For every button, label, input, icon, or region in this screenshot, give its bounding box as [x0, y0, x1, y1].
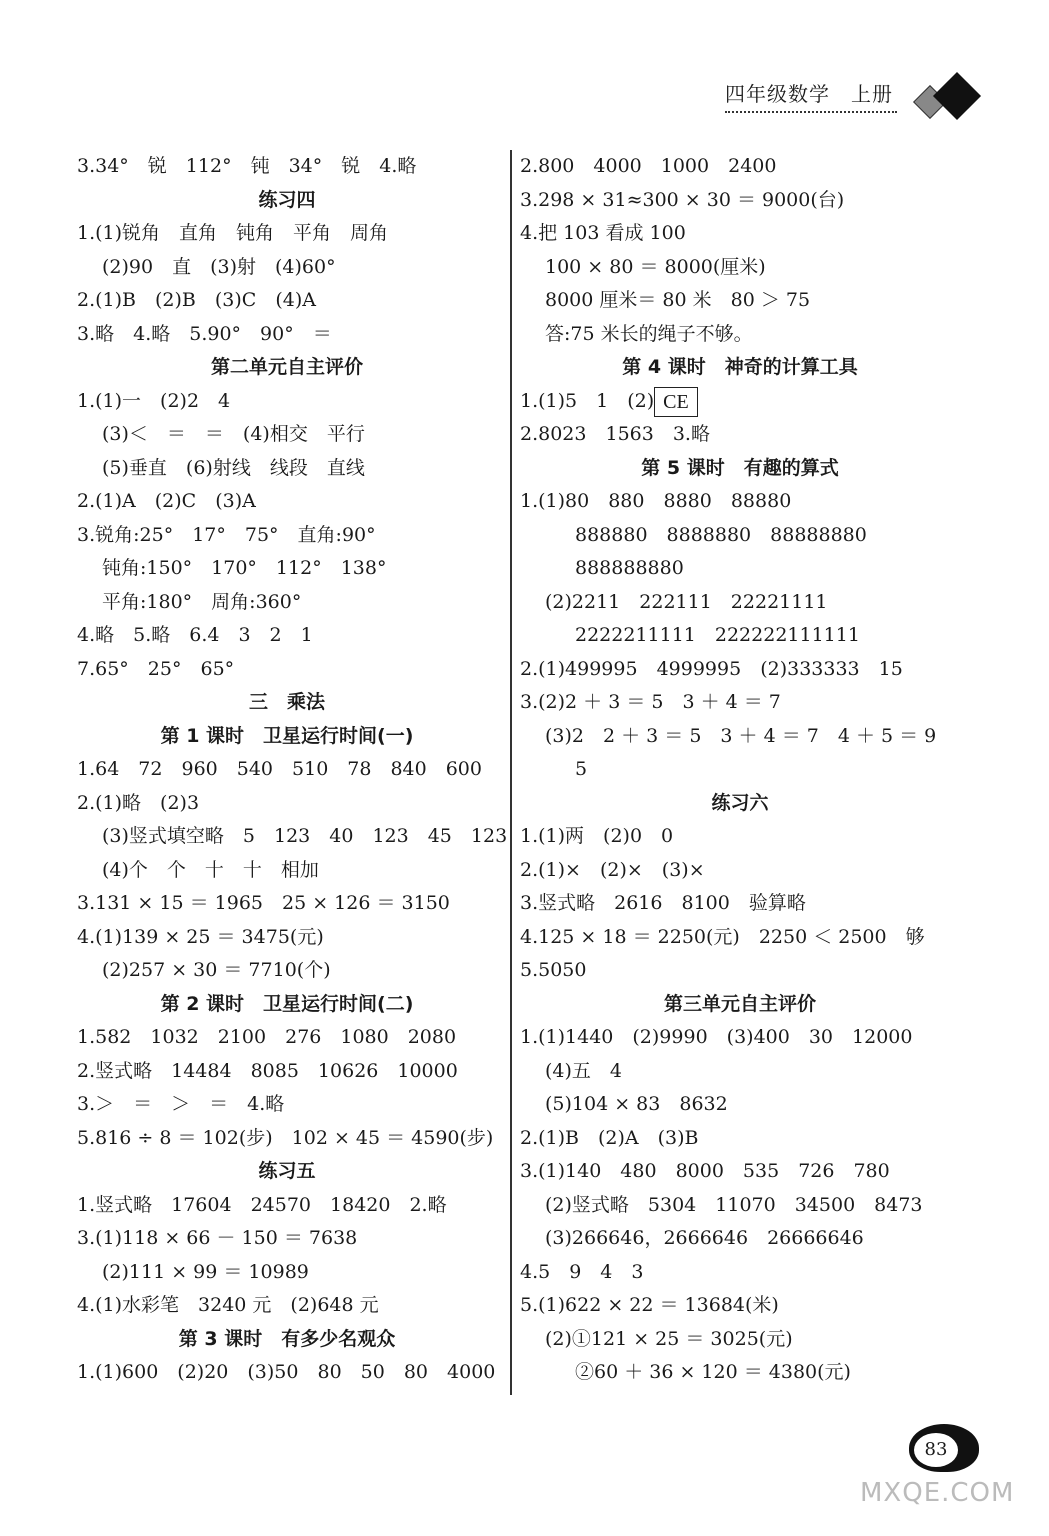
answer-text: 平角:180° 周角:360°	[102, 590, 302, 613]
answer-text: 4.把 103 看成 100	[520, 222, 686, 244]
answer-text: 2.(1)A (2)C (3)A	[77, 490, 256, 512]
answer-text: 第 3 课时 有多少名观众	[178, 1327, 396, 1350]
answer-line	[520, 1088, 960, 1122]
answer-line	[77, 1021, 497, 1055]
answer-text: 100 × 80 ＝ 8000(厘米)	[545, 255, 766, 278]
answer-text: (2)竖式略 5304 11070 34500 8473	[545, 1193, 923, 1216]
answer-line	[520, 385, 960, 419]
answer-line	[77, 1055, 497, 1089]
answer-line	[520, 753, 960, 787]
answer-text: 4.5 9 4 3	[520, 1260, 644, 1283]
answer-text: 3.＞ ＝ ＞ ＝ 4.略	[77, 1093, 285, 1115]
answer-text: 4.(1)139 × 25 ＝ 3475(元)	[77, 925, 324, 948]
answer-text: 第 4 课时 神奇的计算工具	[622, 356, 858, 378]
answer-line	[520, 552, 960, 586]
answer-line	[77, 519, 497, 553]
answer-text: 练习六	[711, 791, 769, 814]
section-heading	[77, 988, 497, 1022]
answer-text: 第 1 课时 卫星运行时间(一)	[160, 724, 414, 747]
answer-line	[77, 787, 497, 821]
answer-line	[520, 1323, 960, 1357]
answer-text: 5.816 ÷ 8 ＝ 102(步) 102 × 45 ＝ 4590(步)	[77, 1126, 494, 1149]
answer-line	[77, 217, 497, 251]
answer-line	[520, 820, 960, 854]
answer-line	[520, 1021, 960, 1055]
answer-line	[520, 1155, 960, 1189]
answer-text: 1.(1)两 (2)0 0	[520, 825, 674, 847]
answer-text: 3.298 × 31≈300 × 30 ＝ 9000(台)	[520, 188, 845, 211]
answer-text: (4)五 4	[545, 1059, 623, 1082]
answer-line	[520, 720, 960, 754]
answer-line	[77, 251, 497, 285]
answer-text: 3.竖式略 2616 8100 验算略	[520, 892, 806, 914]
answer-text: 5.(1)622 × 22 ＝ 13684(米)	[520, 1294, 779, 1316]
answer-line	[520, 686, 960, 720]
answer-line	[77, 284, 497, 318]
answer-text: 1.(1)1440 (2)9990 (3)400 30 12000	[520, 1026, 913, 1048]
section-heading	[77, 1155, 497, 1189]
answer-line	[77, 385, 497, 419]
answer-text: 3.(1)118 × 66 － 150 ＝ 7638	[77, 1227, 358, 1249]
answer-text: 1.(1)80 880 8880 88880	[520, 490, 792, 512]
answer-line	[520, 887, 960, 921]
answer-line	[77, 452, 497, 486]
answer-text: 1.竖式略 17604 24570 18420 2.略	[77, 1193, 447, 1216]
answer-text: 7.65° 25° 65°	[77, 657, 235, 680]
answer-text: 4.125 × 18 ＝ 2250(元) 2250 ＜ 2500 够	[520, 925, 925, 948]
answer-text: 1.(1)600 (2)20 (3)50 80 50 80 4000	[77, 1361, 496, 1383]
answer-text: 2.(1)× (2)× (3)×	[520, 858, 705, 881]
answer-text: 练习四	[258, 188, 316, 211]
answer-text: 5	[575, 758, 588, 780]
section-heading	[520, 351, 960, 385]
answer-text: 第 5 课时 有趣的算式	[641, 456, 839, 479]
answer-text: 2222211111 222222111111	[575, 624, 860, 646]
answer-text: 3.略 4.略 5.90° 90° ＝	[77, 322, 332, 345]
answer-text: 2.竖式略 14484 8085 10626 10000	[77, 1059, 458, 1082]
answer-text: 4.略 5.略 6.4 3 2 1	[77, 624, 313, 646]
answer-line	[77, 1289, 497, 1323]
answer-text: (4)个 个 十 十 相加	[102, 858, 319, 881]
answer-text: 3.34° 锐 112° 钝 34° 锐 4.略	[77, 155, 417, 177]
answer-line	[520, 318, 960, 352]
answer-line	[77, 318, 497, 352]
answer-line	[77, 921, 497, 955]
answer-line	[77, 954, 497, 988]
answer-text: 2.(1)B (2)A (3)B	[520, 1126, 699, 1149]
answer-line	[77, 1122, 497, 1156]
answer-line	[520, 1289, 960, 1323]
column-divider	[510, 150, 512, 1395]
answer-text: 答:75 米长的绳子不够。	[545, 322, 753, 345]
answer-line	[77, 1356, 497, 1390]
answer-line	[77, 619, 497, 653]
answer-text: 888880 8888880 88888880	[575, 523, 867, 546]
answer-text: 3.131 × 15 ＝ 1965 25 × 126 ＝ 3150	[77, 892, 450, 914]
answer-line	[77, 150, 497, 184]
answer-line	[520, 251, 960, 285]
answer-text: (2)257 × 30 ＝ 7710(个)	[102, 959, 331, 981]
answer-line	[77, 854, 497, 888]
answer-line	[520, 519, 960, 553]
answer-line	[520, 854, 960, 888]
section-heading	[77, 351, 497, 385]
answer-line	[520, 921, 960, 955]
answer-text: 1.(1)5 1 (2)	[520, 389, 655, 412]
section-heading	[520, 787, 960, 821]
answer-line	[520, 1122, 960, 1156]
section-heading	[77, 184, 497, 218]
answer-line	[520, 1222, 960, 1256]
answer-line	[520, 586, 960, 620]
answer-line	[520, 1356, 960, 1390]
header-underline	[725, 111, 897, 113]
answer-text: 1.582 1032 2100 276 1080 2080	[77, 1026, 457, 1048]
answer-line	[520, 954, 960, 988]
answer-text: 钝角:150° 170° 112° 138°	[102, 557, 387, 579]
answer-line	[77, 1088, 497, 1122]
answer-text: 3.(2)2 ＋ 3 ＝ 5 3 ＋ 4 ＝ 7	[520, 691, 781, 713]
answer-text: ②60 ＋ 36 × 120 ＝ 4380(元)	[575, 1361, 851, 1383]
right-column	[520, 150, 960, 1390]
answer-line	[77, 820, 508, 854]
answer-text: (2)①121 × 25 ＝ 3025(元)	[545, 1327, 793, 1350]
answer-text: 第二单元自主评价	[210, 356, 363, 378]
answer-text: (5)垂直 (6)射线 线段 直线	[102, 456, 365, 479]
header-title: 四年级数学 上册	[725, 82, 893, 106]
answer-text: (3)竖式填空略 5 123 40 123 45 123	[102, 825, 508, 847]
answer-line	[520, 150, 960, 184]
answer-text: 2.(1)499995 4999995 (2)333333 15	[520, 657, 903, 680]
answer-text: (3)＜ ＝ ＝ (4)相交 平行	[102, 423, 365, 445]
answer-line	[520, 1256, 960, 1290]
answer-line	[520, 1055, 960, 1089]
answer-line	[520, 284, 960, 318]
answer-text: (5)104 × 83 8632	[545, 1093, 728, 1115]
answer-text: 8000 厘米＝ 80 米 80 ＞ 75	[545, 289, 811, 311]
answer-line	[77, 485, 497, 519]
answer-line	[77, 586, 497, 620]
answer-text: 3.锐角:25° 17° 75° 直角:90°	[77, 523, 376, 546]
answer-text: 2.800 4000 1000 2400	[520, 155, 777, 177]
answer-text: (3)2 2 ＋ 3 ＝ 5 3 ＋ 4 ＝ 7 4 ＋ 5 ＝ 9	[545, 724, 937, 747]
answer-text: 2.(1)略 (2)3	[77, 791, 200, 814]
answer-text: 4.(1)水彩笔 3240 元 (2)648 元	[77, 1294, 379, 1316]
answer-text: 第 2 课时 卫星运行时间(二)	[160, 992, 414, 1015]
answer-line	[77, 552, 497, 586]
answer-line	[520, 1189, 960, 1223]
answer-text: (3)266646，2666646 26666646	[545, 1227, 864, 1249]
answer-text: (2)111 × 99 ＝ 10989	[102, 1260, 309, 1283]
page-number-badge	[905, 1418, 983, 1474]
answer-line	[520, 184, 960, 218]
answer-line	[520, 217, 960, 251]
answer-line	[520, 485, 960, 519]
left-column	[77, 150, 508, 1390]
answer-text: 2.8023 1563 3.略	[520, 423, 710, 445]
answer-line	[520, 653, 960, 687]
answer-text: 第三单元自主评价	[663, 992, 816, 1015]
answer-text: 3.(1)140 480 8000 535 726 780	[520, 1160, 890, 1182]
answer-text: 1.(1)锐角 直角 钝角 平角 周角	[77, 222, 389, 244]
answer-text: 练习五	[258, 1160, 316, 1182]
section-heading	[520, 452, 960, 486]
section-heading	[77, 720, 497, 754]
answer-line	[77, 1189, 497, 1223]
boxed-key-label: CE	[654, 387, 698, 417]
answer-line	[77, 1222, 497, 1256]
section-heading	[77, 686, 497, 720]
answer-line	[77, 887, 497, 921]
answer-text: 888888880	[575, 557, 684, 579]
diamond-decoration-icon	[933, 72, 981, 120]
answer-line	[520, 619, 960, 653]
answer-text: 5.5050	[520, 959, 587, 981]
answer-line	[77, 753, 497, 787]
answer-text: 三 乘法	[248, 691, 325, 713]
answer-line	[77, 1256, 497, 1290]
page-header	[725, 78, 905, 113]
page-number: 83	[913, 1432, 959, 1468]
section-heading	[77, 1323, 497, 1357]
watermark: MXQE.COM	[860, 1478, 1015, 1508]
answer-text: (2)90 直 (3)射 (4)60°	[102, 255, 336, 278]
answer-line	[520, 418, 960, 452]
answer-text: (2)2211 222111 22221111	[545, 590, 828, 613]
section-heading	[520, 988, 960, 1022]
answer-text: 2.(1)B (2)B (3)C (4)A	[77, 289, 316, 311]
answer-line	[77, 418, 497, 452]
answer-text: 1.64 72 960 540 510 78 840 600	[77, 758, 482, 780]
answer-line	[77, 653, 497, 687]
answer-text: 1.(1)一 (2)2 4	[77, 389, 231, 412]
